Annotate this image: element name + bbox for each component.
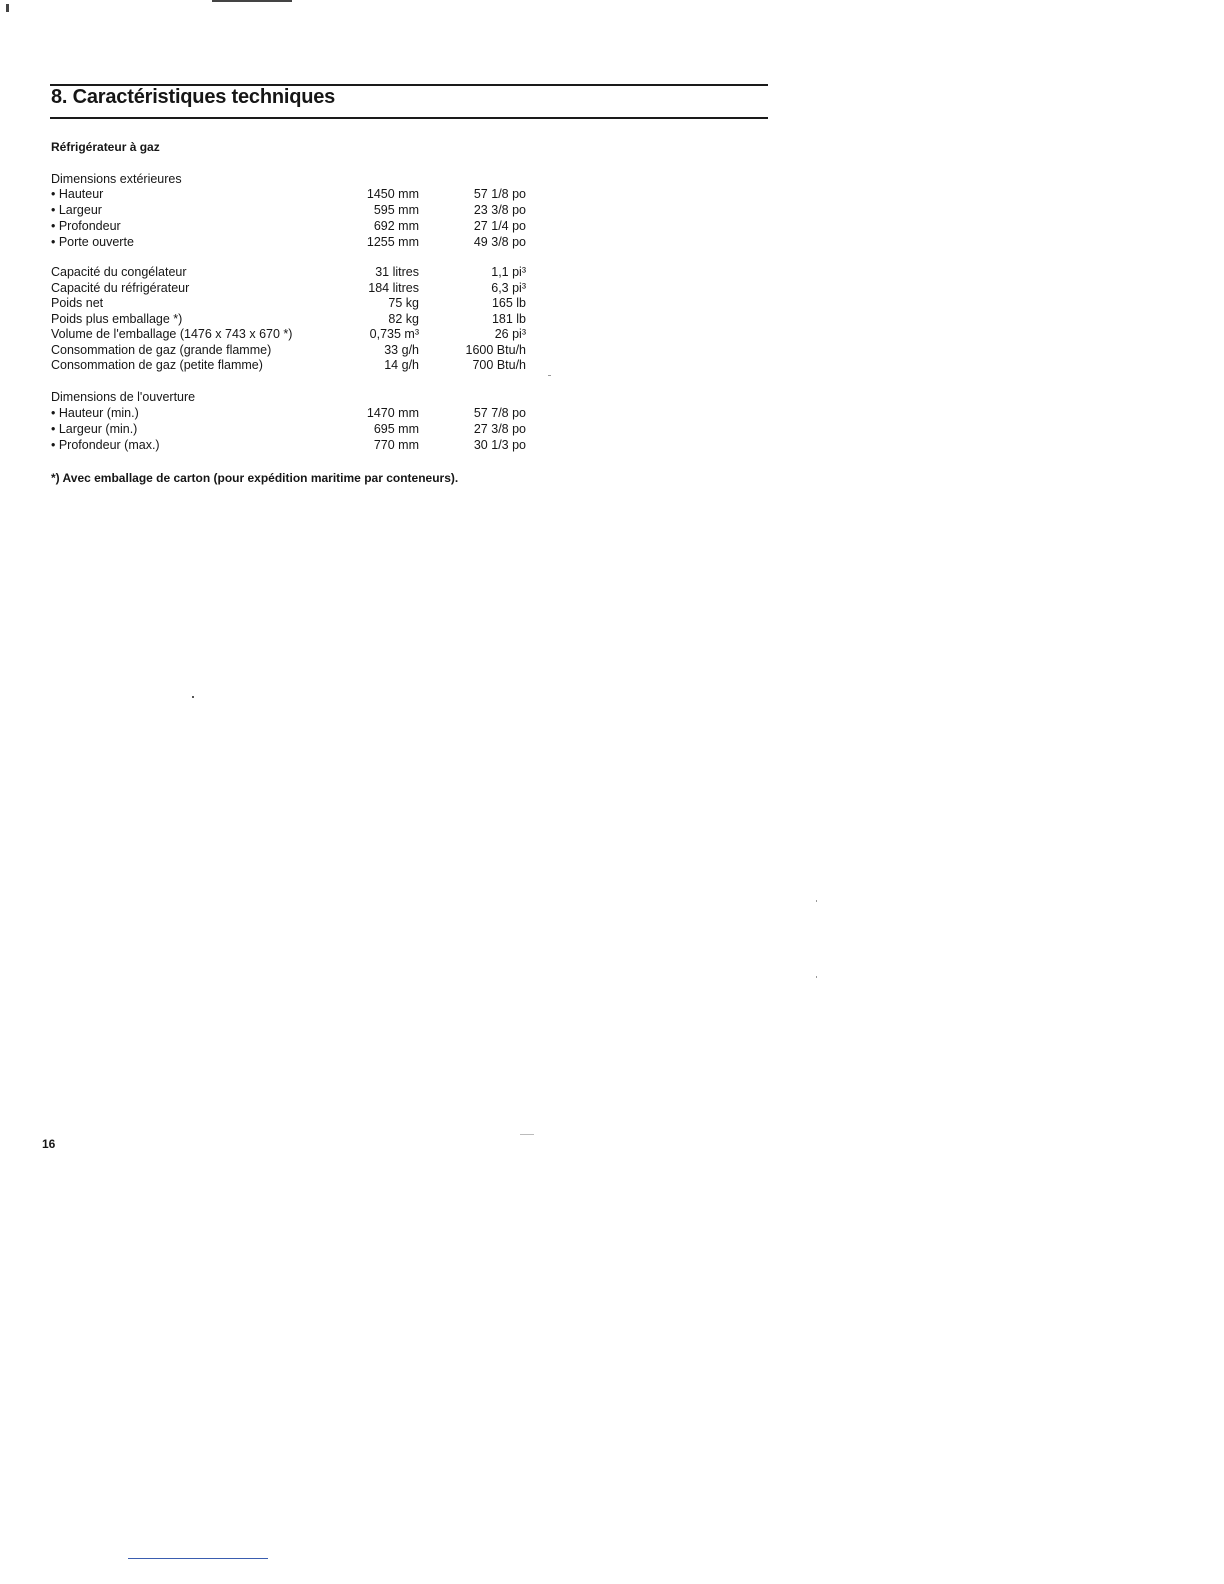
- spec-row: [51, 312, 531, 327]
- spec-imperial-value: 6,3 pi³: [491, 281, 526, 295]
- page-number: 16: [42, 1137, 56, 1151]
- spec-metric-value: 595 mm: [373, 203, 419, 217]
- spec-label: • Hauteur (min.): [51, 406, 139, 420]
- spec-label: Capacité du congélateur: [51, 265, 187, 279]
- spec-row: [51, 187, 531, 202]
- spec-row: [51, 235, 531, 250]
- spec-metric-value: 0,735 m³: [369, 327, 419, 341]
- spec-metric-value: 82 kg: [388, 312, 419, 326]
- page-title: 8. Caractéristiques techniques: [51, 86, 336, 108]
- spec-imperial-value: 1,1 pi³: [491, 265, 526, 279]
- spec-metric-value: 692 mm: [373, 219, 419, 233]
- spec-label: Consommation de gaz (grande flamme): [51, 343, 272, 357]
- spec-metric-value: 31 litres: [375, 265, 419, 279]
- spec-metric-value: 770 mm: [373, 438, 419, 452]
- spec-imperial-value: 23 3/8 po: [473, 203, 526, 217]
- subsection-title: Réfrigérateur à gaz: [51, 140, 160, 154]
- spec-imperial-value: 165 lb: [491, 296, 526, 310]
- spec-imperial-value: 49 3/8 po: [473, 235, 526, 249]
- spec-metric-value: 1255 mm: [366, 235, 419, 249]
- spec-metric-value: 1450 mm: [366, 187, 419, 201]
- spec-metric-value: 184 litres: [368, 281, 419, 295]
- spec-imperial-value: 57 7/8 po: [473, 406, 526, 420]
- spec-metric-value: 14 g/h: [384, 358, 419, 372]
- spec-metric-value: 695 mm: [373, 422, 419, 436]
- spec-label: Consommation de gaz (petite flamme): [51, 358, 263, 372]
- spec-row: [51, 265, 531, 280]
- spec-row: [51, 438, 531, 453]
- group-heading-opening-dimensions: Dimensions de l'ouverture: [51, 390, 196, 404]
- scan-mark: [6, 4, 9, 12]
- spec-label: • Largeur (min.): [51, 422, 138, 436]
- spec-label: • Profondeur: [51, 219, 121, 233]
- spec-label: • Hauteur: [51, 187, 104, 201]
- spec-row: [51, 422, 531, 437]
- spec-imperial-value: 26 pi³: [494, 327, 526, 341]
- spec-imperial-value: 30 1/3 po: [473, 438, 526, 452]
- spec-row: [51, 281, 531, 296]
- scan-speck: [520, 1134, 534, 1135]
- group-heading-exterior-dimensions: Dimensions extérieures: [51, 172, 182, 186]
- spec-row: [51, 406, 531, 421]
- spec-metric-value: 33 g/h: [384, 343, 419, 357]
- title-rule-bottom: [50, 117, 768, 119]
- footnote: *) Avec emballage de carton (pour expédition maritime par conteneurs).: [51, 471, 459, 485]
- spec-row: [51, 219, 531, 234]
- spec-label: • Largeur: [51, 203, 102, 217]
- spec-metric-value: 1470 mm: [366, 406, 419, 420]
- spec-row: [51, 343, 531, 358]
- spec-imperial-value: 27 3/8 po: [473, 422, 526, 436]
- spec-row: [51, 296, 531, 311]
- footer-rule: [128, 1558, 268, 1559]
- spec-row: [51, 203, 531, 218]
- spec-label: • Profondeur (max.): [51, 438, 160, 452]
- scan-speck: [816, 900, 817, 902]
- spec-label: • Porte ouverte: [51, 235, 134, 249]
- spec-imperial-value: 1600 Btu/h: [465, 343, 526, 357]
- scan-speck: [816, 976, 817, 978]
- spec-imperial-value: 57 1/8 po: [473, 187, 526, 201]
- spec-row: [51, 358, 531, 373]
- spec-label: Capacité du réfrigérateur: [51, 281, 190, 295]
- spec-metric-value: 75 kg: [388, 296, 419, 310]
- spec-label: Poids plus emballage *): [51, 312, 183, 326]
- scan-mark: [212, 0, 292, 2]
- spec-imperial-value: 181 lb: [491, 312, 526, 326]
- scan-speck: [548, 375, 551, 376]
- spec-imperial-value: 700 Btu/h: [472, 358, 526, 372]
- spec-label: Poids net: [51, 296, 104, 310]
- scan-speck: [192, 696, 194, 698]
- spec-imperial-value: 27 1/4 po: [473, 219, 526, 233]
- spec-row: [51, 327, 531, 342]
- spec-label: Volume de l'emballage (1476 x 743 x 670 *): [51, 327, 293, 341]
